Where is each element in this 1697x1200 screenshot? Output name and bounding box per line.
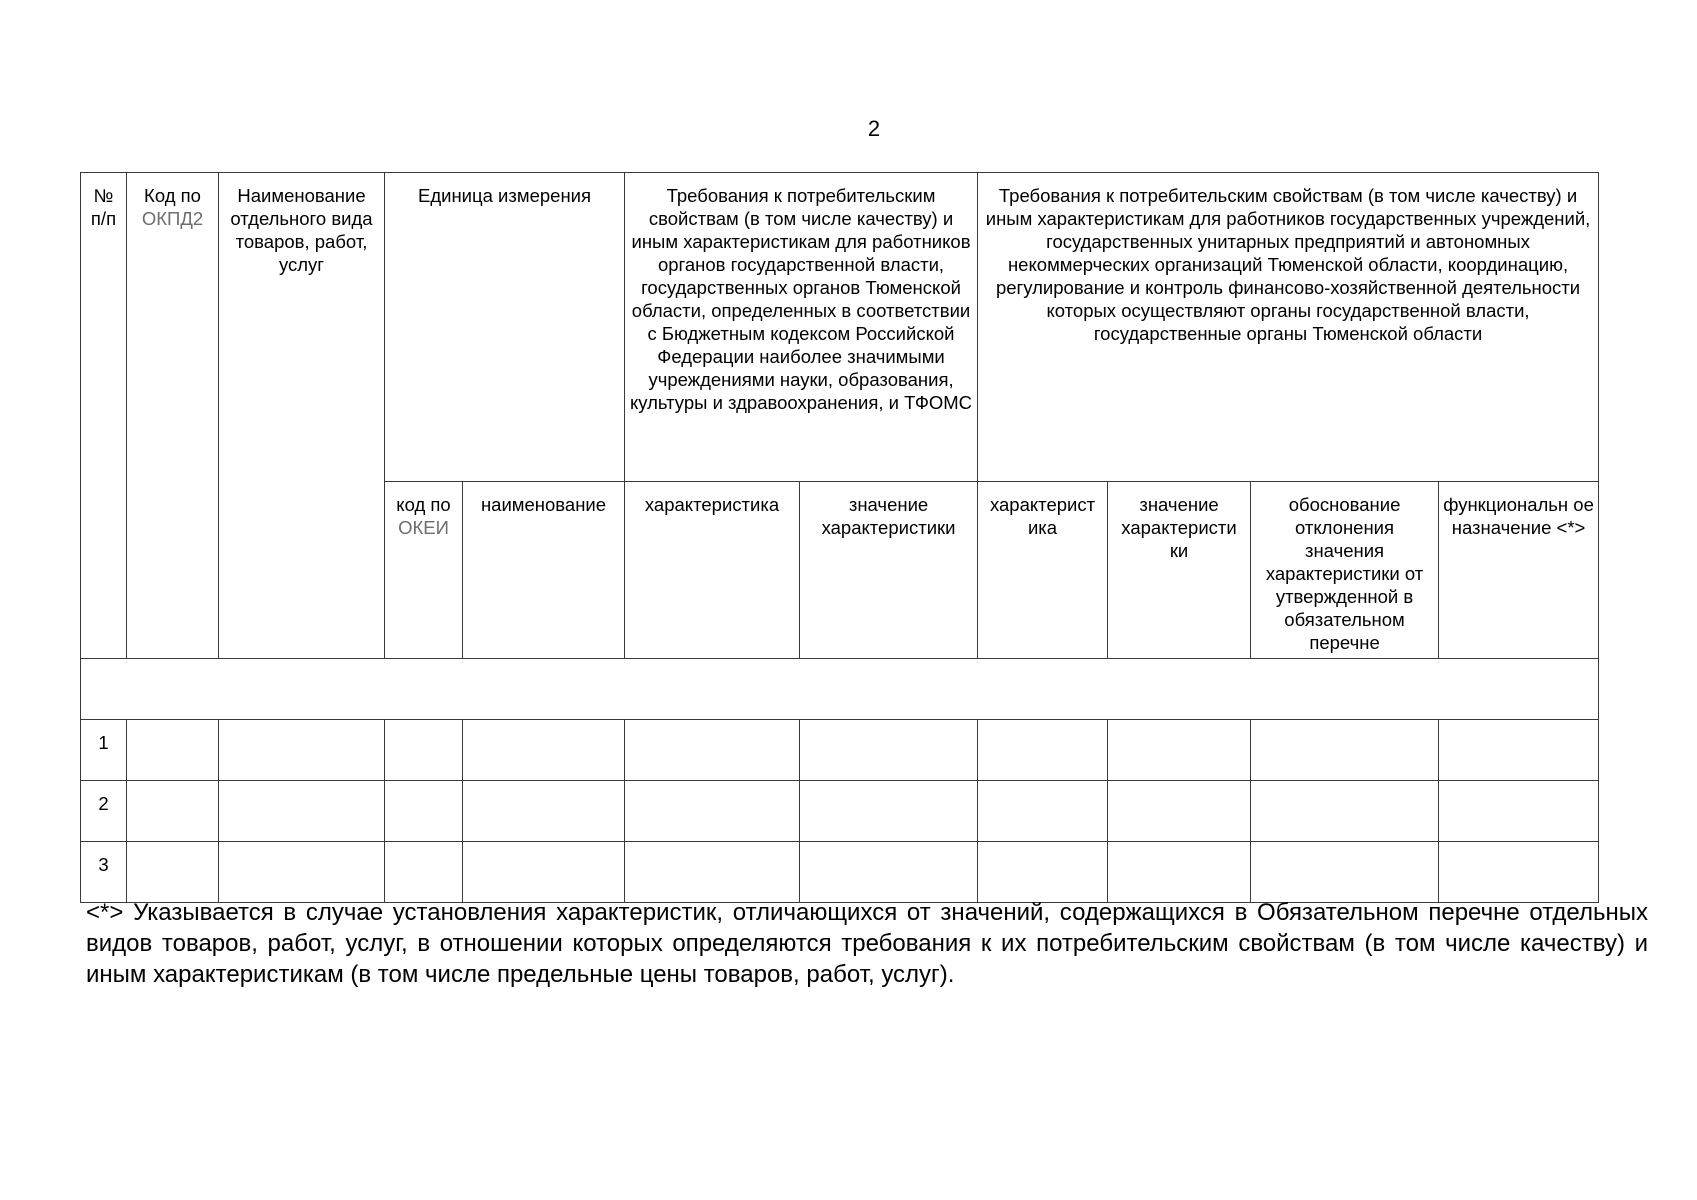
table-cell (1108, 842, 1251, 903)
header-okpd-prefix: Код по (144, 185, 201, 206)
table-row (81, 781, 1599, 842)
table-cell (463, 781, 625, 842)
table-cell (625, 842, 800, 903)
table-cell (463, 720, 625, 781)
table-cell (127, 720, 219, 781)
spacer-row (81, 659, 1599, 720)
header-num: № п/п (81, 173, 127, 659)
table-cell (1251, 842, 1439, 903)
table-cell (1108, 781, 1251, 842)
header-inst-justification: обоснование отклонения значения характеристики от утвержденной в обязательном перечне (1251, 482, 1439, 659)
table-cell (385, 720, 463, 781)
table-cell (463, 842, 625, 903)
header-inst-characteristic: характерист ика (978, 482, 1108, 659)
row-number: 3 (81, 842, 127, 903)
table-cell (1439, 842, 1599, 903)
table-cell (625, 781, 800, 842)
okpd2-link[interactable]: ОКПД2 (141, 208, 204, 229)
table-cell (1251, 781, 1439, 842)
row-number: 1 (81, 720, 127, 781)
header-inst-purpose: функциональн ое назначение <*> (1439, 482, 1599, 659)
table-cell (385, 842, 463, 903)
table-cell (219, 842, 385, 903)
table-cell (219, 781, 385, 842)
table-cell (978, 842, 1108, 903)
table-cell (1108, 720, 1251, 781)
page-number: 2 (867, 116, 881, 141)
header-unit-code-prefix: код по (396, 494, 451, 515)
table-cell (1251, 720, 1439, 781)
header-item-name: Наименование отдельного вида товаров, работ, услуг (219, 173, 385, 659)
header-unit-code (385, 482, 463, 659)
header-row-1 (81, 173, 1599, 482)
table-cell (1439, 720, 1599, 781)
table-cell (1439, 781, 1599, 842)
header-req-inst: Требования к потребительским свойствам (в том числе качеству) и иным характеристикам для работников государственных учреждений, государственных унитарных предприятий и автономных некоммерческих организаций Тюменской области, координацию, регулирование и контроль финансово-хозяйственной деятельности которых осуществляют органы государственной власти, государственные органы Тюменской области (978, 173, 1599, 482)
table-cell (127, 781, 219, 842)
spacer-cell (81, 659, 1599, 720)
row-number: 2 (81, 781, 127, 842)
table-row (81, 842, 1599, 903)
table-cell (978, 720, 1108, 781)
table-cell (800, 781, 978, 842)
header-unit-group: Единица измерения (385, 173, 625, 482)
table-cell (625, 720, 800, 781)
table-cell (127, 842, 219, 903)
table-cell (800, 720, 978, 781)
header-inst-value: значение характеристи ки (1108, 482, 1251, 659)
header-req-gov: Требования к потребительским свойствам (в том числе качеству) и иным характеристикам для работников органов государственной власти, государственных органов Тюменской области, определенных в соответствии с Бюджетным кодексом Российской Федерации наиболее значимыми учреждениями науки, образования, культуры и здравоохранения, и ТФОМС (625, 173, 978, 482)
header-okpd (127, 173, 219, 659)
table-row (81, 720, 1599, 781)
footnote: <*> Указывается в случае установления характеристик, отличающихся от значений, содержащихся в Обязательном перечне отдельных видов товаров, работ, услуг, в отношении которых определяются требования к их потребительским свойствам (в том числе качеству) и иным характеристикам (в том числе предельные цены товаров, работ, услуг). (86, 899, 1648, 988)
table-cell (978, 781, 1108, 842)
okei-link[interactable]: ОКЕИ (398, 517, 449, 538)
table-cell (800, 842, 978, 903)
table-cell (385, 781, 463, 842)
header-unit-name: наименование (463, 482, 625, 659)
header-gov-value: значение характеристики (800, 482, 978, 659)
requirements-table (80, 172, 1599, 903)
header-gov-characteristic: характеристика (625, 482, 800, 659)
table-cell (219, 720, 385, 781)
